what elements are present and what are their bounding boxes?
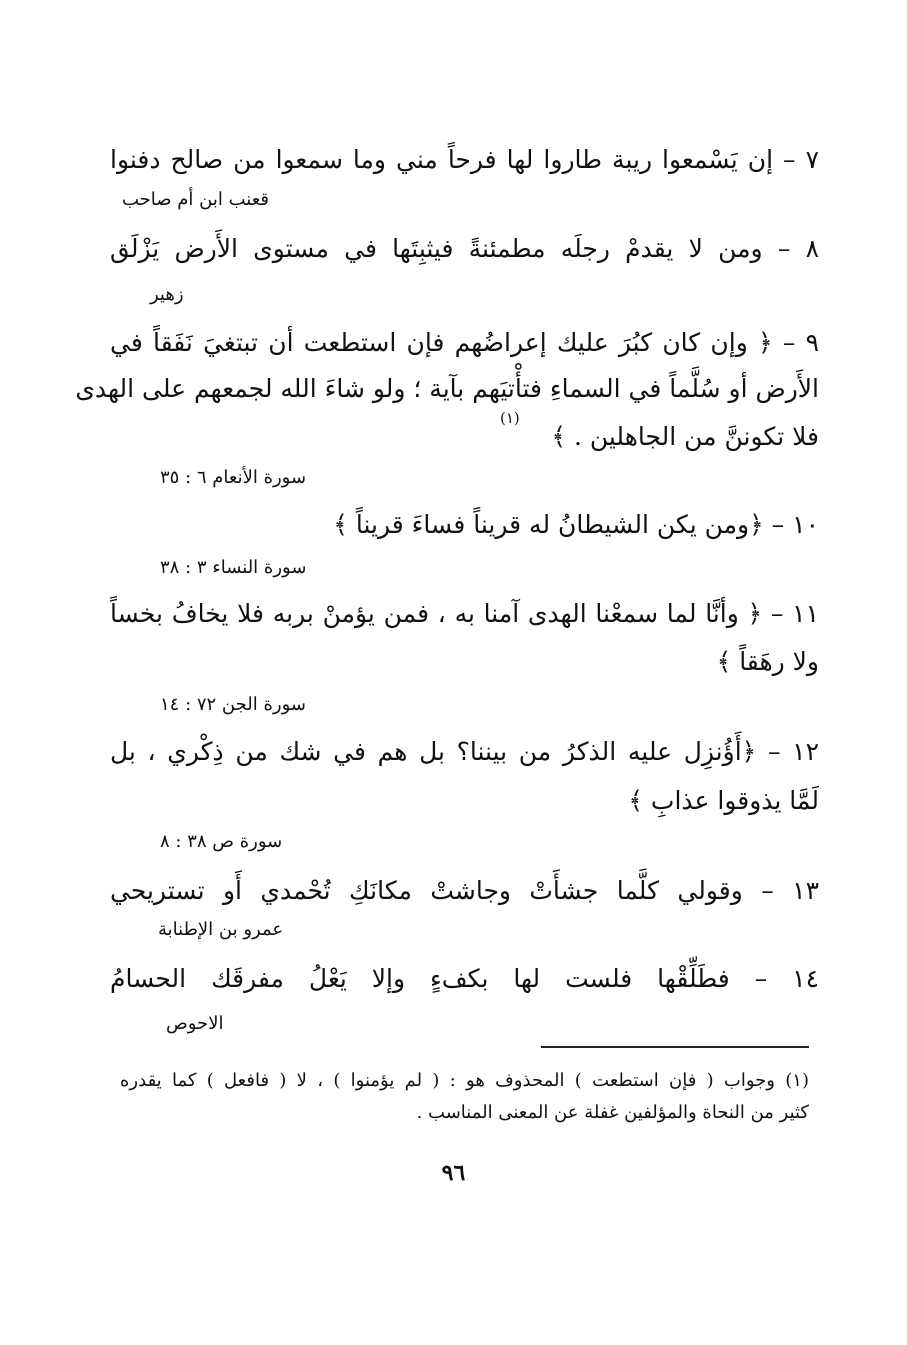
example-12-line-1: ١٢ – ﴿أَؤُنزِل عليه الذكرُ من بيننا؟ بل هم في شك من ذِكْري ، بل bbox=[110, 737, 819, 766]
example-13-poet: عمرو بن الإطنابة bbox=[158, 919, 284, 940]
example-10-source: سورة النساء ٣ : ٣٨ bbox=[160, 557, 307, 578]
footnote-separator bbox=[541, 1046, 809, 1048]
example-8-poet: زهير bbox=[150, 284, 184, 305]
example-9-line-2: الأَرض أو سُلَّماً في السماءِ فتأْتيَهم بآية ؛ ولو شاءَ الله لجمعهم على الهدى bbox=[75, 374, 819, 403]
page-number: ٩٦ bbox=[441, 1160, 466, 1186]
footnote-line-1: (١) وجواب ( فإن استطعت ) المحذوف هو : ( لم يؤمنوا ) ، لا ( فافعل ) كما يقدره bbox=[120, 1070, 809, 1091]
example-11-line-2: ولا رهَقاً ﴾ bbox=[716, 647, 819, 676]
example-11-source: سورة الجن ٧٢ : ١٤ bbox=[160, 694, 306, 715]
footnote-line-2: كثير من النحاة والمؤلفين غفلة عن المعنى المناسب . bbox=[416, 1102, 809, 1123]
example-9-line-1: ٩ – ﴿ وإن كان كبُرَ عليك إعراضُهم فإن استطعت أن تبتغيَ نَفَقاً في bbox=[110, 328, 819, 357]
example-9-line-3: فلا تكوننَّ من الجاهلين . ﴾ bbox=[551, 422, 819, 451]
example-12-line-2: لَمَّا يذوقوا عذابِ ﴾ bbox=[628, 786, 819, 815]
example-7-verse: ٧ – إن يَسْمعوا ريبة طاروا لها فرحاً مني وما سمعوا من صالح دفنوا bbox=[110, 145, 819, 174]
example-11-line-1: ١١ – ﴿ وأنَّا لما سمعْنا الهدى آمنا به ، فمن يؤمنْ بربه فلا يخافُ بخساً bbox=[110, 599, 819, 628]
example-9-source: سورة الأنعام ٦ : ٣٥ bbox=[160, 467, 307, 488]
example-14-verse: ١٤ – فطَلِّقْها فلست لها بكفءٍ وإلا يَعْلُ مفرقَك الحسامُ bbox=[110, 964, 819, 993]
footnote-marker: (١) bbox=[500, 409, 520, 427]
example-7-poet: قعنب ابن أم صاحب bbox=[122, 189, 269, 210]
example-8-verse: ٨ – ومن لا يقدمْ رجلَه مطمئنةً فيثبِتَها في مستوى الأَرض يَزْلَق bbox=[110, 234, 819, 263]
example-13-verse: ١٣ – وقولي كلَّما جشأَتْ وجاشتْ مكانَكِ تُحْمدي أَو تستريحي bbox=[110, 876, 819, 905]
example-10-verse: ١٠ – ﴿ومن يكن الشيطانُ له قريناً فساءَ قريناً ﴾ bbox=[333, 510, 819, 539]
example-14-poet: الاحوص bbox=[166, 1013, 224, 1034]
example-12-source: سورة ص ٣٨ : ٨ bbox=[160, 831, 283, 852]
